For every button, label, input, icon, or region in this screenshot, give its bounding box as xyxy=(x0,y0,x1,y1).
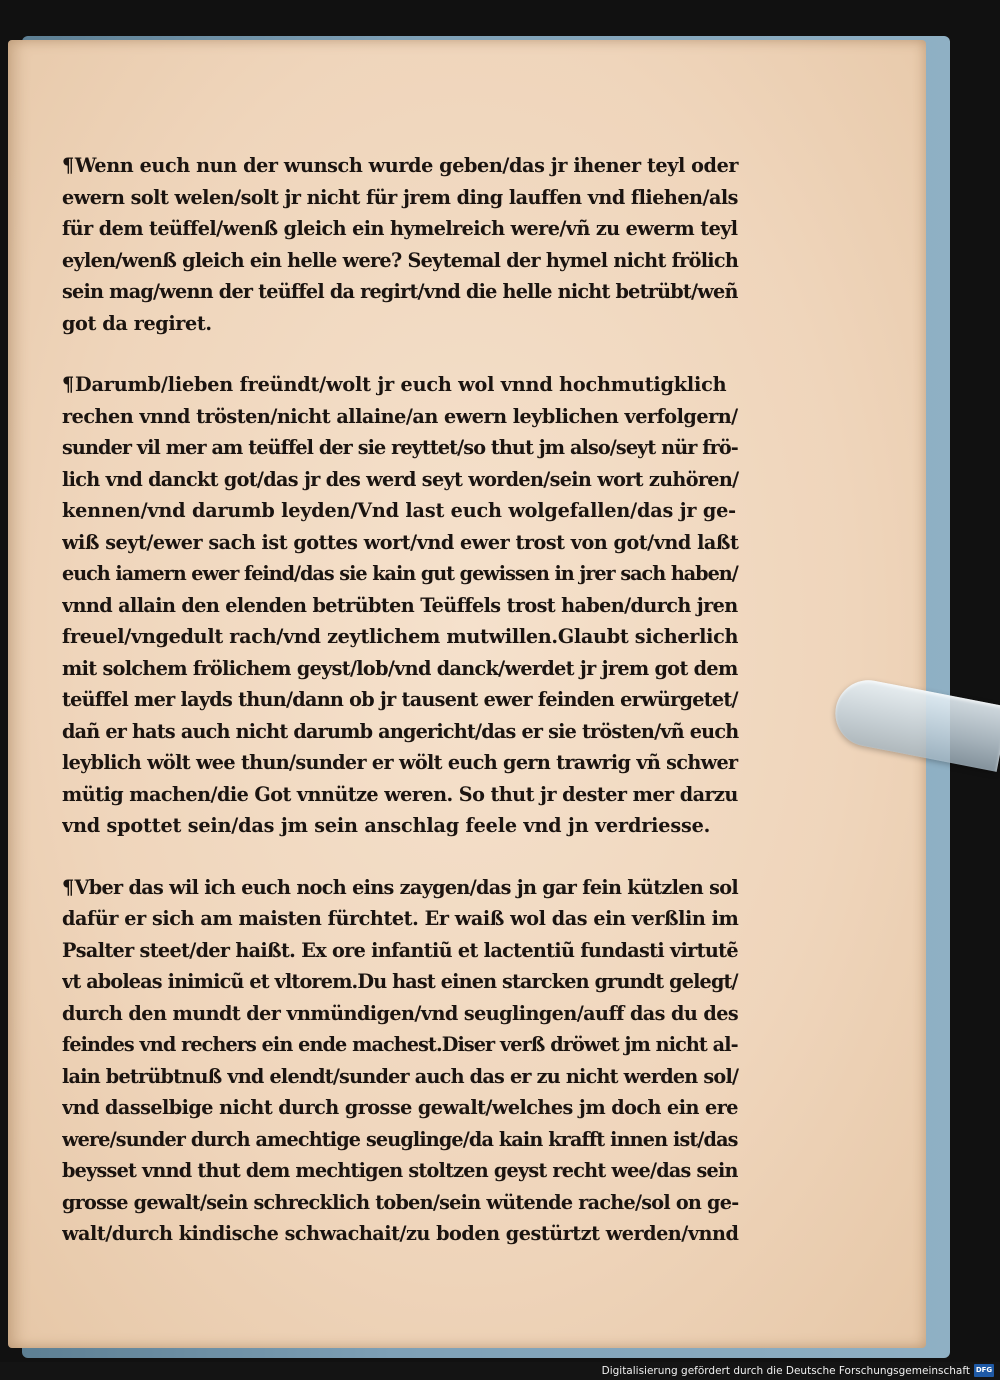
text-line-content: vnnd allain den elenden betrübten Teüffels trost haben/durch jren xyxy=(62,593,738,617)
text-line xyxy=(62,1155,742,1187)
text-line xyxy=(62,779,742,811)
text-line xyxy=(62,432,742,464)
text-line-content: lain betrübtnuß vnd elendt/sunder auch das er zu nicht werden sol/ xyxy=(62,1064,739,1088)
text-line xyxy=(62,903,742,935)
text-line xyxy=(62,653,742,685)
text-line-content: beysset vnnd thut dem mechtigen stoltzen geyst recht wee/das sein xyxy=(62,1159,738,1182)
text-line xyxy=(62,464,742,496)
text-line-content: grosse gewalt/sein schrecklich toben/sein wütende rache/sol on ge- xyxy=(62,1190,739,1214)
text-line xyxy=(62,1092,742,1124)
dfg-logo-icon: DFG xyxy=(974,1364,994,1377)
pilcrow-mark: ¶ xyxy=(62,154,74,177)
text-line-content: got da regiret. xyxy=(62,311,212,335)
text-line xyxy=(62,308,742,340)
page-text xyxy=(62,150,742,1250)
text-line-content: Wenn euch nun der wunsch wurde geben/das jr ihener teyl oder xyxy=(74,154,739,177)
text-line xyxy=(62,935,742,967)
text-line-content: kennen/vnd darumb leyden/Vnd last euch wolgefallen/das jr ge- xyxy=(62,499,736,522)
text-line xyxy=(62,495,742,527)
text-line-content: sein mag/wenn der teüffel da regirt/vnd die helle nicht betrübt/weñ xyxy=(62,280,738,303)
text-line xyxy=(62,810,742,842)
text-line xyxy=(62,1124,742,1156)
text-line xyxy=(62,966,742,998)
text-line-content: leyblich wölt wee thun/sunder er wölt euch gern trawrig vñ schwer xyxy=(62,751,738,774)
text-line xyxy=(62,621,742,653)
text-line xyxy=(62,245,742,277)
paragraph xyxy=(62,150,742,339)
text-line-content: freuel/vngedult rach/vnd zeytlichem mutwillen.Glaubt sicherlich xyxy=(62,625,739,648)
text-line-content: vt aboleas inimicũ et vltorem.Du hast einen starcken grundt gelegt/ xyxy=(62,970,738,993)
funding-credit: Digitalisierung gefördert durch die Deutsche Forschungsgemeinschaft xyxy=(601,1365,970,1377)
text-line xyxy=(62,747,742,779)
text-line-content: wiß seyt/ewer sach ist gottes wort/vnd ewer trost von got/vnd laßt xyxy=(62,530,739,554)
text-line-content: ewern solt welen/solt jr nicht für jrem ding lauffen vnd fliehen/als xyxy=(62,185,738,209)
text-line-content: Vber das wil ich euch noch eins zaygen/das jn gar fein kützlen sol xyxy=(74,875,738,899)
paragraph xyxy=(62,872,742,1250)
text-line xyxy=(62,369,742,401)
text-line-content: teüffel mer layds thun/dann ob jr tausent ewer feinden erwürgetet/ xyxy=(62,688,738,711)
text-line-content: vnd spottet sein/das jm sein anschlag feele vnd jn verdriesse. xyxy=(62,814,711,837)
text-line-content: vnd dasselbige nicht durch grosse gewalt/welches jm doch ein ere xyxy=(62,1096,738,1119)
text-line-content: mütig machen/die Got vnnütze weren. So thut jr dester mer darzu xyxy=(62,782,738,806)
text-line-content: eylen/wenß gleich ein helle were? Seytemal der hymel nicht frölich xyxy=(62,248,739,272)
text-line xyxy=(62,872,742,904)
text-line xyxy=(62,527,742,559)
text-line-content: rechen vnnd trösten/nicht allaine/an ewern leyblichen verfolgern/ xyxy=(62,404,738,428)
text-line-content: euch iamern ewer feind/das sie kain gut gewissen in jrer sach haben/ xyxy=(62,562,738,585)
text-line-content: dafür er sich am maisten fürchtet. Er waiß wol das ein verßlin im xyxy=(62,907,739,930)
text-line xyxy=(62,684,742,716)
text-line xyxy=(62,998,742,1030)
text-line-content: sunder vil mer am teüffel der sie reyttet/so thut jm also/seyt nür frö- xyxy=(62,436,738,459)
pilcrow-mark: ¶ xyxy=(62,875,74,899)
text-line-content: feindes vnd rechers ein ende machest.Diser verß dröwet jm nicht al- xyxy=(62,1033,738,1056)
text-line-content: für dem teüffel/wenß gleich ein hymelreich were/vñ zu ewerm teyl xyxy=(62,217,738,240)
text-line xyxy=(62,558,742,590)
text-line-content: lich vnd danckt got/das jr des werd seyt worden/sein wort zuhören/ xyxy=(62,467,739,491)
text-line xyxy=(62,1218,742,1250)
text-line xyxy=(62,1187,742,1219)
pilcrow-mark: ¶ xyxy=(62,373,75,396)
text-line-content: walt/durch kindische schwachait/zu boden gestürtzt werden/vnnd xyxy=(62,1222,739,1245)
text-line xyxy=(62,590,742,622)
text-line xyxy=(62,401,742,433)
paragraph xyxy=(62,369,742,842)
text-line xyxy=(62,1061,742,1093)
text-line xyxy=(62,1029,742,1061)
text-line-content: durch den mundt der vnmündigen/vnd seuglingen/auff das du des xyxy=(62,1001,739,1025)
text-line xyxy=(62,716,742,748)
text-line-content: Darumb/lieben freündt/wolt jr euch wol vnnd hochmutigklich xyxy=(75,373,727,396)
text-line xyxy=(62,276,742,308)
text-line-content: were/sunder durch amechtige seuglinge/da kain krafft innen ist/das xyxy=(62,1127,738,1151)
text-line xyxy=(62,150,742,182)
text-line-content: dañ er hats auch nicht darumb angericht/das er sie trösten/vñ euch xyxy=(62,719,739,743)
text-line-content: mit solchem frölichem geyst/lob/vnd danck/werdet jr jrem got dem xyxy=(62,656,738,680)
text-line-content: Psalter steet/der haißt. Ex ore infantiũ et lactentiũ fundasti virtutẽ xyxy=(62,938,738,962)
text-line xyxy=(62,182,742,214)
text-line xyxy=(62,213,742,245)
